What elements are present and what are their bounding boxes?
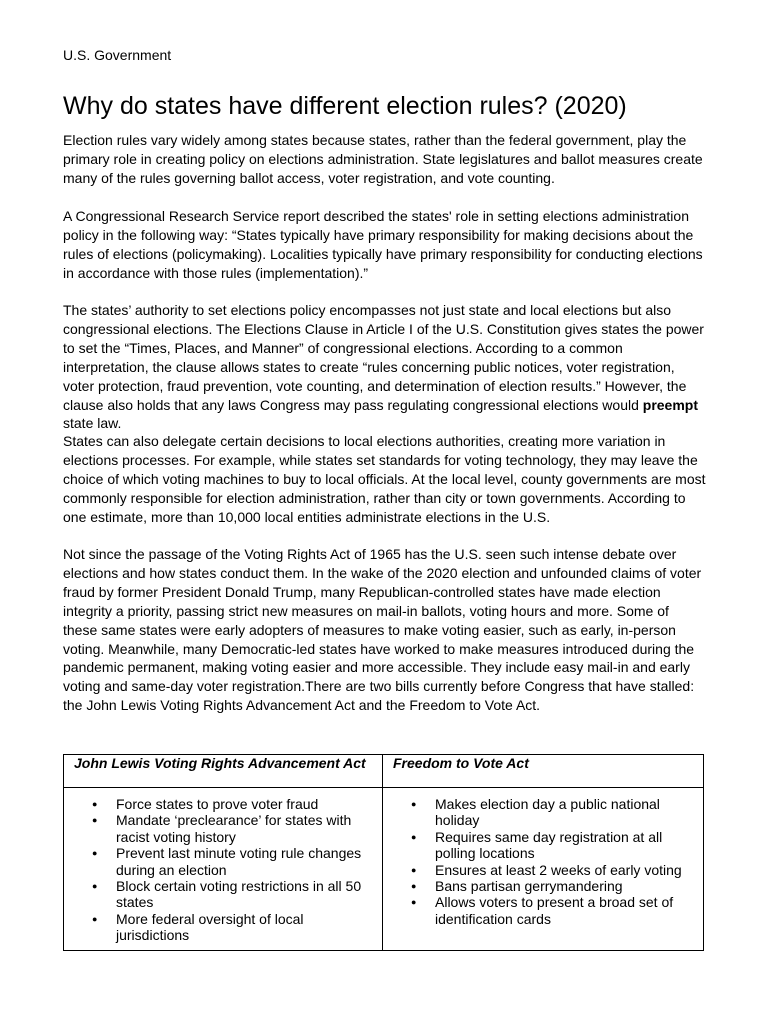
list-item: ● Bans partisan gerrymandering (435, 878, 699, 894)
bills-comparison-table (63, 754, 704, 951)
list-item: ● Ensures at least 2 weeks of early voting (435, 862, 699, 878)
course-label: U.S. Government (63, 47, 172, 63)
john-lewis-act-cell (64, 788, 383, 951)
list-item: ● Force states to prove voter fraud (116, 796, 378, 812)
list-item: ● Requires same day registration at all polling locations (435, 829, 699, 862)
john-lewis-act-list (64, 796, 378, 944)
freedom-to-vote-act-list (383, 796, 699, 927)
table-header-row (64, 755, 704, 788)
preempt-term: preempt (642, 396, 698, 413)
list-item: ● Mandate ‘preclearance’ for states with racist voting history (116, 812, 378, 845)
john-lewis-act-header: John Lewis Voting Rights Advancement Act (64, 755, 383, 788)
list-item: ● Block certain voting restrictions in all 50 states (116, 878, 378, 911)
paragraph-4: States can also delegate certain decisions to local elections authorities, creating more variation in elections processes. For example, while states set standards for voting technology, they may leave the choice of which voting machines to buy to local officials. At the local level, county governments are most commonly responsible for election administration, rather than city or town governments. According to one estimate, more than 10,000 local entities administrate elections in the U.S. (63, 433, 706, 525)
table-row (64, 788, 704, 951)
paragraph-3-text-start: The states’ authority to set elections policy encompasses not just state and local elections but also congressional elections. The Elections Clause in Article I of the U.S. Constitution gives states the power to set the “Times, Places, and Manner” of congressional elections. According to a common interpretation, the clause allows states to create “rules concerning public notices, voter registration, voter protection, fraud prevention, vote counting, and determination of election results.” However, the clause also holds that any laws Congress may pass regulating congressional elections would (63, 302, 704, 413)
freedom-to-vote-act-header: Freedom to Vote Act (383, 755, 704, 788)
list-item: ● Prevent last minute voting rule changes during an election (116, 845, 378, 878)
paragraph-3 (63, 301, 707, 433)
list-item: ● Makes election day a public national holiday (435, 796, 699, 829)
paragraph-2: A Congressional Research Service report described the states' role in setting elections administration policy in the following way: “States typically have primary responsibility for making decisions about the rules of elections (policymaking). Localities typically have primary responsibility for conducting elections in accordance with those rules (implementation).” (63, 208, 703, 281)
page-title: Why do states have different election rules? (2020) (63, 92, 627, 120)
list-item: ● More federal oversight of local jurisdictions (116, 911, 378, 944)
paragraph-5: Not since the passage of the Voting Rights Act of 1965 has the U.S. seen such intense debate over elections and how states conduct them. In the wake of the 2020 election and unfounded claims of voter fraud by former President Donald Trump, many Republican-controlled states have made election integrity a priority, passing strict new measures on mail-in ballots, voting hours and more. Some of these same states were early adopters of measures to make voting easier, such as early, in-person voting. Meanwhile, many Democratic-led states have worked to make measures introduced during the pandemic permanent, making voting easier and more accessible. They include easy mail-in and early voting and same-day voter registration.There are two bills currently before Congress that have stalled: the John Lewis Voting Rights Advancement Act and the Freedom to Vote Act. (63, 546, 702, 714)
freedom-to-vote-act-cell (383, 788, 704, 951)
paragraph-3-text-end: state law. (63, 415, 122, 432)
paragraph-1: Election rules vary widely among states because states, rather than the federal government, play the primary role in creating policy on elections administration. State legislatures and ballot measures create many of the rules governing ballot access, voter registration, and vote counting. (63, 132, 703, 186)
list-item: ● Allows voters to present a broad set of identification cards (435, 894, 699, 927)
